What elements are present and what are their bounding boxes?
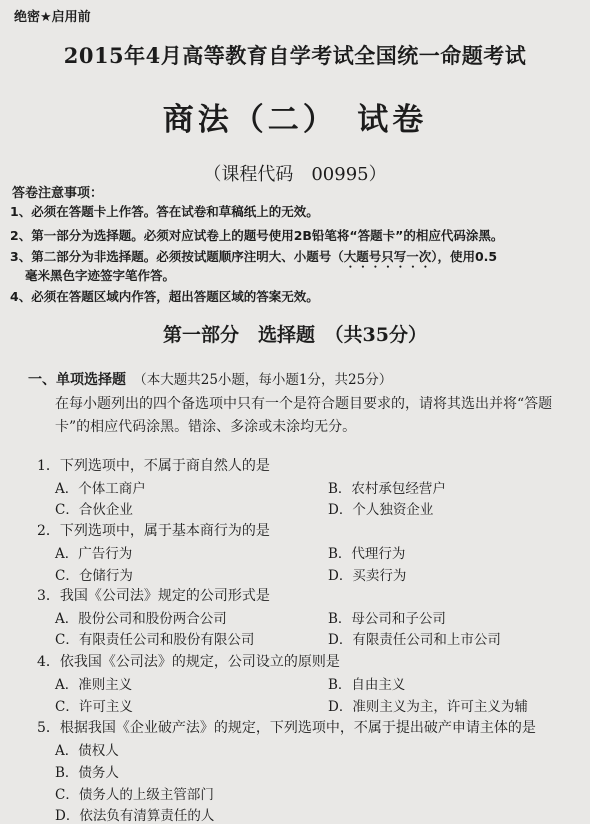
section-1-heading (28, 368, 392, 389)
notes-heading: 答卷注意事项： (12, 186, 104, 201)
question-4-option-a: A．准则主义 (55, 677, 133, 693)
section-1-instruction-line-1: 在每小题列出的四个备选项中只有一个是符合题目要求的，请将其选出并将“答题 (55, 396, 553, 412)
exam-title: 2015年4月高等教育自学考试全国统一命题考试 (63, 43, 527, 68)
question-1-stem: 1．下列选项中，不属于商自然人的是 (37, 458, 270, 474)
question-1-option-c: C．合伙企业 (55, 502, 133, 518)
confidential-label: 绝密★启用前 (14, 10, 91, 25)
question-2-option-a: A．广告行为 (55, 546, 133, 562)
question-1-option-d: D．个人独资企业 (328, 502, 434, 518)
note-3-emphasis: 大题号只写一次 (343, 249, 432, 264)
note-3-part-a: 3、第二部分为非选择题。必须按试题顺序注明大、小题号（ (10, 249, 344, 264)
question-1-option-b: B．农村承包经营户 (328, 481, 446, 497)
question-4-option-c: C．许可主义 (55, 699, 133, 715)
question-3-option-c: C．有限责任公司和股份有限公司 (55, 632, 255, 648)
question-3-option-b: B．母公司和子公司 (328, 611, 446, 627)
note-4: 4、必须在答题区域内作答，超出答题区域的答案无效。 (10, 289, 319, 304)
subject-title: 商法（二） 试卷 (162, 102, 428, 138)
note-3-part-b: ），使用0.5 (431, 249, 498, 264)
question-4-option-d: D．准则主义为主，许可主义为辅 (328, 699, 528, 715)
note-2: 2、第一部分为选择题。必须对应试卷上的题号使用2B铅笔将“答题卡”的相应代码涂黑。 (10, 228, 504, 243)
question-5-stem: 5．根据我国《企业破产法》的规定，下列选项中，不属于提出破产申请主体的是 (37, 720, 536, 736)
question-5-option-b: B．债务人 (55, 765, 119, 781)
question-3-option-d: D．有限责任公司和上市公司 (328, 632, 501, 648)
question-5-option-a: A．债权人 (55, 743, 119, 759)
section-1-instruction-line-2: 卡”的相应代码涂黑。错涂、多涂或未涂均无分。 (55, 419, 357, 435)
section-1-label: 一、单项选择题 (28, 372, 126, 388)
question-2-option-d: D．买卖行为 (328, 568, 407, 584)
course-code: （课程代码 00995） (203, 164, 387, 185)
section-1-scoring: （本大题共25小题，每小题1分，共25分） (140, 372, 393, 388)
question-5-option-c: C．债务人的上级主管部门 (55, 787, 214, 803)
note-3-continued: 毫米黑色字迹签字笔作答。 (25, 268, 176, 283)
question-2-option-c: C．仓储行为 (55, 568, 133, 584)
part-1-title: 第一部分 选择题 （共35分） (163, 324, 427, 346)
question-4-stem: 4．依我国《公司法》的规定，公司设立的原则是 (37, 654, 340, 670)
question-3-stem: 3．我国《公司法》规定的公司形式是 (37, 588, 270, 604)
question-4-option-b: B．自由主义 (328, 677, 406, 693)
question-3-option-a: A．股份公司和股份两合公司 (55, 611, 227, 627)
note-1: 1、必须在答题卡上作答。答在试卷和草稿纸上的无效。 (10, 204, 319, 219)
question-1-option-a: A．个体工商户 (55, 481, 146, 497)
question-5-option-d: D．依法负有清算责任的人 (55, 808, 215, 824)
question-2-stem: 2．下列选项中，属于基本商行为的是 (37, 523, 270, 539)
question-2-option-b: B．代理行为 (328, 546, 406, 562)
